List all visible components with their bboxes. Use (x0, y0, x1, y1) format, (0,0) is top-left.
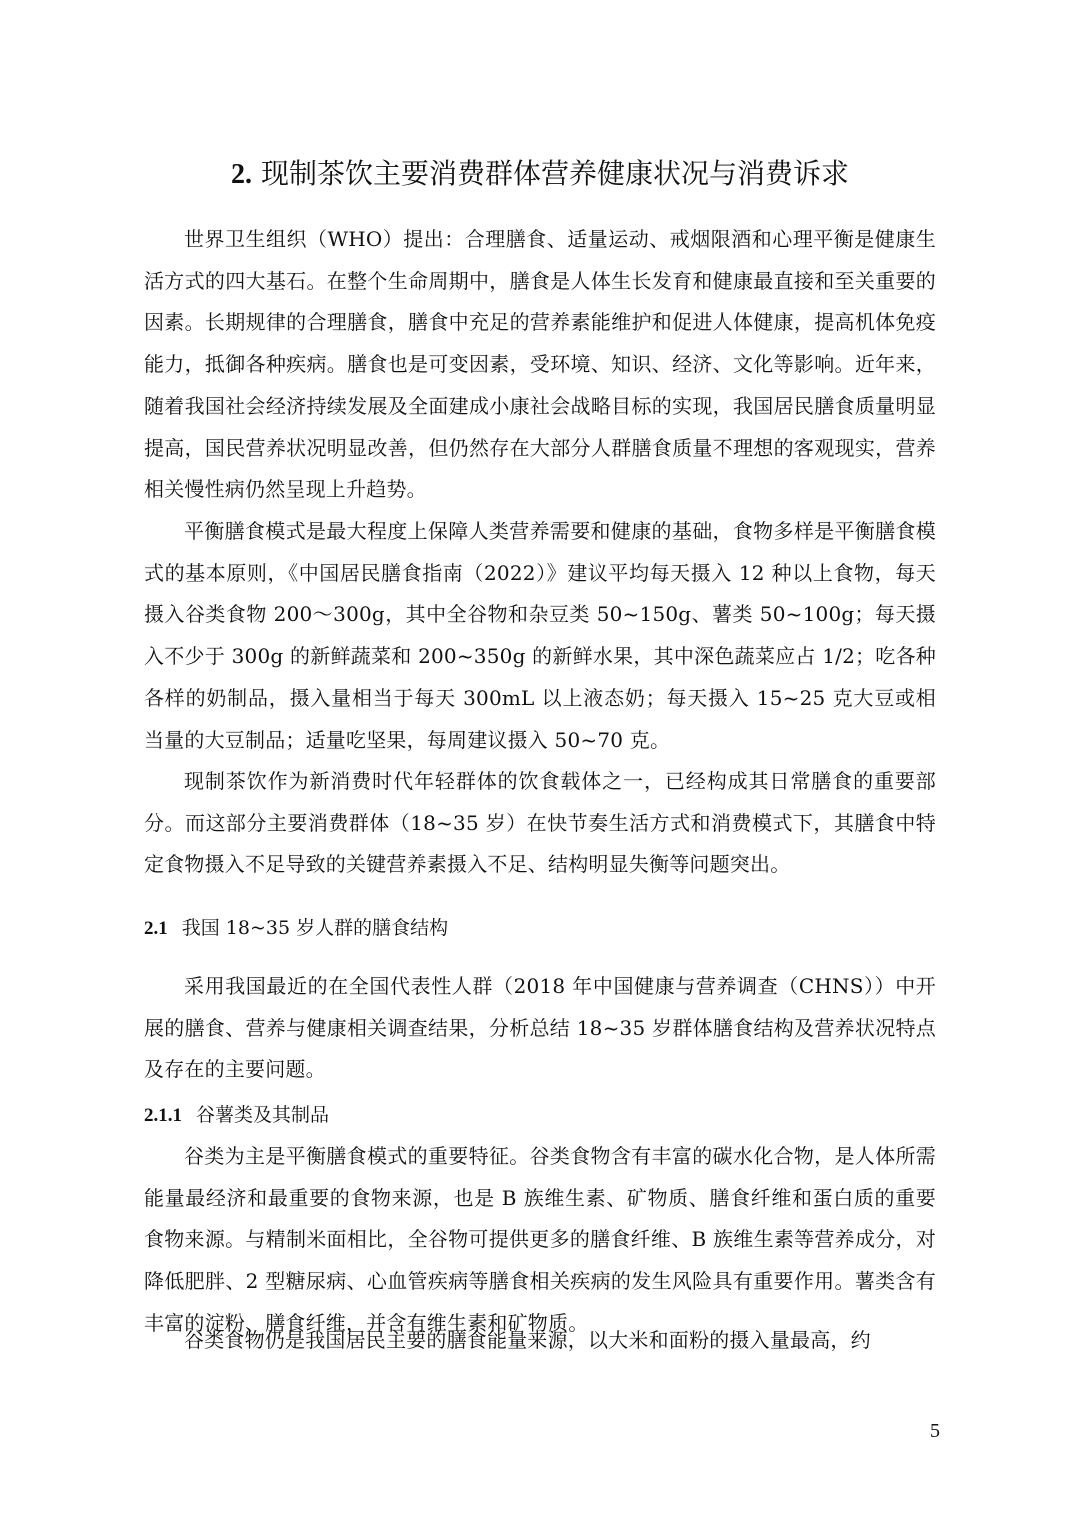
subsection-title: 我国 18~35 岁人群的膳食结构 (181, 917, 449, 939)
paragraph-tea-drinks: 现制茶饮作为新消费时代年轻群体的饮食载体之一，已经构成其日常膳食的重要部分。而这部分主要消费群体（18~35 岁）在快节奏生活方式和消费模式下，其膳食中特定食物摄入不足导致的关键营养素摄入不足、结构明显失衡等问题突出。 (144, 769, 936, 877)
subsection-title: 谷薯类及其制品 (196, 1104, 330, 1126)
subsection-number: 2.1.1 (144, 1105, 182, 1126)
subsection-number: 2.1 (144, 918, 168, 939)
paragraph-balanced-diet: 平衡膳食模式是最大程度上保障人类营养需要和健康的基础，食物多样是平衡膳食模式的基本原则，《中国居民膳食指南（2022）》建议平均每天摄入 12 种以上食物，每天摄入谷类食物 200～300g，其中全谷物和杂豆类 50~150g、薯类 50~100g；每天摄入不少于 300g 的新鲜蔬菜和 200~350g 的新鲜水果，其中深色蔬菜应占 1/2；吃各种各样的奶制品，摄入量相当于每天 300mL 以上液态奶；每天摄入 15~25 克大豆或相当量的大豆制品；适量吃坚果，每周建议摄入 50~70 克。 (144, 519, 936, 752)
subsection-heading-2-1-1 (144, 1095, 936, 1136)
section-heading (144, 150, 936, 199)
paragraph-who-basis: 世界卫生组织（WHO）提出：合理膳食、适量运动、戒烟限酒和心理平衡是健康生活方式的四大基石。在整个生命周期中，膳食是人体生长发育和健康最直接和至关重要的因素。长期规律的合理膳食，膳食中充足的营养素能维护和促进人体健康，提高机体免疫能力，抵御各种疾病。膳食也是可变因素，受环境、知识、经济、文化等影响。近年来，随着我国社会经济持续发展及全面建成小康社会战略目标的实现，我国居民膳食质量明显提高，国民营养状况明显改善，但仍然存在大部分人群膳食质量不理想的客观现实，营养相关慢性病仍然呈现上升趋势。 (144, 227, 936, 502)
paragraph-grains: 谷类为主是平衡膳食模式的重要特征。谷类食物含有丰富的碳水化合物，是人体所需能量最经济和最重要的食物来源，也是 B 族维生素、矿物质、膳食纤维和蛋白质的重要食物来源。与精制米面相比，全谷物可提供更多的膳食纤维、B 族维生素等营养成分，对降低肥胖、2 型糖尿病、心血管疾病等膳食相关疾病的发生风险具有重要作用。薯类含有丰富的淀粉、膳食纤维，并含有维生素和矿物质。 (144, 1144, 936, 1335)
paragraph-chns-survey: 采用我国最近的在全国代表性人群（2018 年中国健康与营养调查（CHNS））中开展的膳食、营养与健康相关调查结果，分析总结 18~35 岁群体膳食结构及营养状况特点及存在的主要问题。 (144, 974, 936, 1082)
paragraph-grain-energy: 谷类食物仍是我国居民主要的膳食能量来源，以大米和面粉的摄入量最高，约 (184, 1328, 871, 1352)
section-heading-title: 现制茶饮主要消费群体营养健康状况与消费诉求 (260, 157, 849, 190)
subsection-heading-2-1 (144, 908, 936, 949)
page-number: 5 (930, 1420, 940, 1442)
section-heading-number: 2. (231, 159, 253, 190)
